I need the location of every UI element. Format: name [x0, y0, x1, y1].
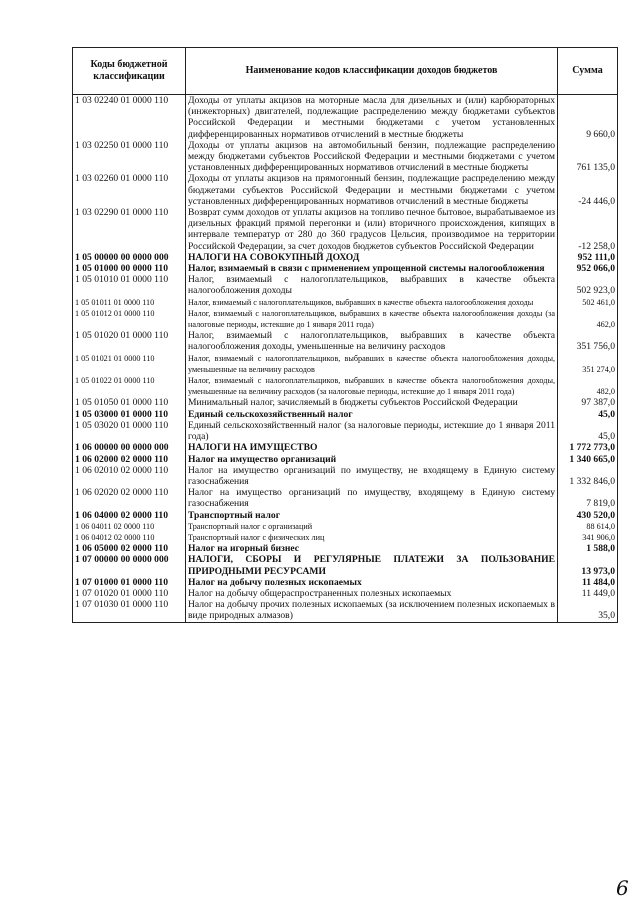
row-code: 1 07 01030 01 0000 110 — [73, 599, 186, 622]
table-row — [73, 353, 618, 375]
row-sum: 761 135,0 — [558, 140, 618, 174]
row-code: 1 03 02260 01 0000 110 — [73, 173, 186, 207]
row-sum: 952 066,0 — [558, 263, 618, 274]
table-row — [73, 397, 618, 408]
row-code: 1 03 02290 01 0000 110 — [73, 207, 186, 252]
row-name: Налог, взимаемый с налогоплательщиков, выбравших в качестве объекта налогообложения доходы — [186, 297, 558, 308]
row-sum: -12 258,0 — [558, 207, 618, 252]
row-code: 1 06 05000 02 0000 110 — [73, 543, 186, 554]
table-row — [73, 521, 618, 532]
table-row — [73, 375, 618, 397]
table-row — [73, 487, 618, 509]
row-name: НАЛОГИ НА ИМУЩЕСТВО — [186, 442, 558, 453]
row-code: 1 05 01020 01 0000 110 — [73, 330, 186, 352]
row-sum: 351 756,0 — [558, 330, 618, 352]
row-name: Налог, взимаемый в связи с применением упрощенной системы налогообложения — [186, 263, 558, 274]
row-name: Единый сельскохозяйственный налог — [186, 409, 558, 420]
row-sum: 35,0 — [558, 599, 618, 622]
header-name: Наименование кодов классификации доходов бюджетов — [186, 48, 558, 95]
row-code: 1 05 01012 01 0000 110 — [73, 308, 186, 330]
row-name: Налог на добычу полезных ископаемых — [186, 577, 558, 588]
row-sum: 341 906,0 — [558, 532, 618, 543]
page-number: 6 — [616, 876, 629, 900]
row-sum: 952 111,0 — [558, 252, 618, 263]
row-sum: 430 520,0 — [558, 510, 618, 521]
row-name: Налог на добычу прочих полезных ископаемых (за исключением полезных ископаемых в виде природных алмазов) — [186, 599, 558, 622]
table-row — [73, 465, 618, 487]
row-code: 1 05 01010 01 0000 110 — [73, 274, 186, 296]
table-body — [73, 95, 618, 623]
row-sum: -24 446,0 — [558, 173, 618, 207]
row-sum: 1 772 773,0 — [558, 442, 618, 453]
row-sum: 7 819,0 — [558, 487, 618, 509]
row-code: 1 06 02010 02 0000 110 — [73, 465, 186, 487]
row-code: 1 05 00000 00 0000 000 — [73, 252, 186, 263]
row-code: 1 06 02000 02 0000 110 — [73, 454, 186, 465]
row-name: Доходы от уплаты акцизов на автомобильный бензин, подлежащие распределению между бюджетами субъектов Российской Федерации и местными бюджетами с учетом установленных дифференцированных нормативов отчислений в местные бюджеты — [186, 140, 558, 174]
row-code: 1 07 01000 01 0000 110 — [73, 577, 186, 588]
row-sum: 351 274,0 — [558, 353, 618, 375]
table-row — [73, 510, 618, 521]
table-row — [73, 207, 618, 252]
row-code: 1 05 01011 01 0000 110 — [73, 297, 186, 308]
row-sum: 13 973,0 — [558, 554, 618, 576]
row-code: 1 07 01020 01 0000 110 — [73, 588, 186, 599]
row-sum: 1 332 846,0 — [558, 465, 618, 487]
row-sum: 482,0 — [558, 375, 618, 397]
table-row — [73, 442, 618, 453]
row-code: 1 03 02240 01 0000 110 — [73, 95, 186, 140]
header-sum: Сумма — [558, 48, 618, 95]
row-name: Налог, взимаемый с налогоплательщиков, выбравших в качестве объекта налогообложения доходы — [186, 274, 558, 296]
row-name: Налог, взимаемый с налогоплательщиков, выбравших в качестве объекта налогообложения доходы (за налоговые периоды, истекшие до 1 января 2011 года) — [186, 308, 558, 330]
row-name: Налог, взимаемый с налогоплательщиков, выбравших в качестве объекта налогообложения доходы, уменьшенные на величину расходов (за налоговые периоды, истекшие до 1 января 2011 года) — [186, 375, 558, 397]
table-row — [73, 274, 618, 296]
table-row — [73, 532, 618, 543]
header-code: Коды бюджетной классификации — [73, 48, 186, 95]
row-sum: 502 923,0 — [558, 274, 618, 296]
row-sum: 88 614,0 — [558, 521, 618, 532]
row-sum: 97 387,0 — [558, 397, 618, 408]
row-sum: 1 588,0 — [558, 543, 618, 554]
row-name: Транспортный налог с организаций — [186, 521, 558, 532]
row-code: 1 06 04011 02 0000 110 — [73, 521, 186, 532]
row-name: Налог на имущество организаций — [186, 454, 558, 465]
row-sum: 1 340 665,0 — [558, 454, 618, 465]
row-name: Налог на имущество организаций по имуществу, не входящему в Единую систему газоснабжения — [186, 465, 558, 487]
row-code: 1 05 01021 01 0000 110 — [73, 353, 186, 375]
row-code: 1 07 00000 00 0000 000 — [73, 554, 186, 576]
table-row — [73, 409, 618, 420]
row-name: НАЛОГИ НА СОВОКУПНЫЙ ДОХОД — [186, 252, 558, 263]
revenue-classification-table — [72, 47, 618, 623]
row-sum: 502 461,0 — [558, 297, 618, 308]
table-row — [73, 577, 618, 588]
table-row — [73, 454, 618, 465]
row-name: Минимальный налог, зачисляемый в бюджеты субъектов Российской Федерации — [186, 397, 558, 408]
row-sum: 11 484,0 — [558, 577, 618, 588]
row-sum: 462,0 — [558, 308, 618, 330]
table-row — [73, 543, 618, 554]
row-name: Возврат сумм доходов от уплаты акцизов на топливо печное бытовое, вырабатываемое из дизельных фракций прямой перегонки и (или) вторичного происхождения, кипящих в интервале температур от 280 до 360 градусов Цельсия, производимое на территории Российской Федерации, за счет доходов бюджетов субъектов Российской Федерации — [186, 207, 558, 252]
table-row — [73, 173, 618, 207]
row-sum: 45,0 — [558, 420, 618, 442]
row-name: Доходы от уплаты акцизов на моторные масла для дизельных и (или) карбюраторных (инжекторных) двигателей, подлежащие распределению между бюджетами субъектов Российской Федерации и местными бюджетами с учетом установленных дифференцированных нормативов отчислений в местные бюджеты — [186, 95, 558, 140]
row-name: Транспортный налог — [186, 510, 558, 521]
row-name: Доходы от уплаты акцизов на прямогонный бензин, подлежащие распределению между бюджетами субъектов Российской Федерации и местными бюджетами с учетом установленных дифференцированных нормативов отчислений в местные бюджеты — [186, 173, 558, 207]
row-sum: 45,0 — [558, 409, 618, 420]
table-row — [73, 330, 618, 352]
row-code: 1 06 02020 02 0000 110 — [73, 487, 186, 509]
table-row — [73, 252, 618, 263]
row-code: 1 03 02250 01 0000 110 — [73, 140, 186, 174]
table-row — [73, 308, 618, 330]
row-name: Налог, взимаемый с налогоплательщиков, выбравших в качестве объекта налогообложения доходы, уменьшенные на величину расходов — [186, 353, 558, 375]
row-code: 1 05 03000 01 0000 110 — [73, 409, 186, 420]
row-code: 1 05 03020 01 0000 110 — [73, 420, 186, 442]
table-row — [73, 140, 618, 174]
table-row — [73, 420, 618, 442]
table-row — [73, 588, 618, 599]
table-header-row — [73, 48, 618, 95]
row-name: Налог на имущество организаций по имуществу, входящему в Единую систему газоснабжения — [186, 487, 558, 509]
row-code: 1 06 00000 00 0000 000 — [73, 442, 186, 453]
revenue-classification-table-container — [72, 47, 617, 623]
table-row — [73, 95, 618, 140]
table-row — [73, 599, 618, 622]
table-row — [73, 297, 618, 308]
row-name: НАЛОГИ, СБОРЫ И РЕГУЛЯРНЫЕ ПЛАТЕЖИ ЗА ПОЛЬЗОВАНИЕ ПРИРОДНЫМИ РЕСУРСАМИ — [186, 554, 558, 576]
row-name: Единый сельскохозяйственный налог (за налоговые периоды, истекшие до 1 января 2011 года) — [186, 420, 558, 442]
row-code: 1 05 01000 00 0000 110 — [73, 263, 186, 274]
row-name: Транспортный налог с физических лиц — [186, 532, 558, 543]
row-code: 1 05 01022 01 0000 110 — [73, 375, 186, 397]
row-sum: 11 449,0 — [558, 588, 618, 599]
table-row — [73, 554, 618, 576]
row-sum: 9 660,0 — [558, 95, 618, 140]
row-code: 1 05 01050 01 0000 110 — [73, 397, 186, 408]
row-name: Налог на добычу общераспространенных полезных ископаемых — [186, 588, 558, 599]
table-row — [73, 263, 618, 274]
row-code: 1 06 04012 02 0000 110 — [73, 532, 186, 543]
row-name: Налог, взимаемый с налогоплательщиков, выбравших в качестве объекта налогообложения доходы, уменьшенные на величину расходов — [186, 330, 558, 352]
row-code: 1 06 04000 02 0000 110 — [73, 510, 186, 521]
row-name: Налог на игорный бизнес — [186, 543, 558, 554]
